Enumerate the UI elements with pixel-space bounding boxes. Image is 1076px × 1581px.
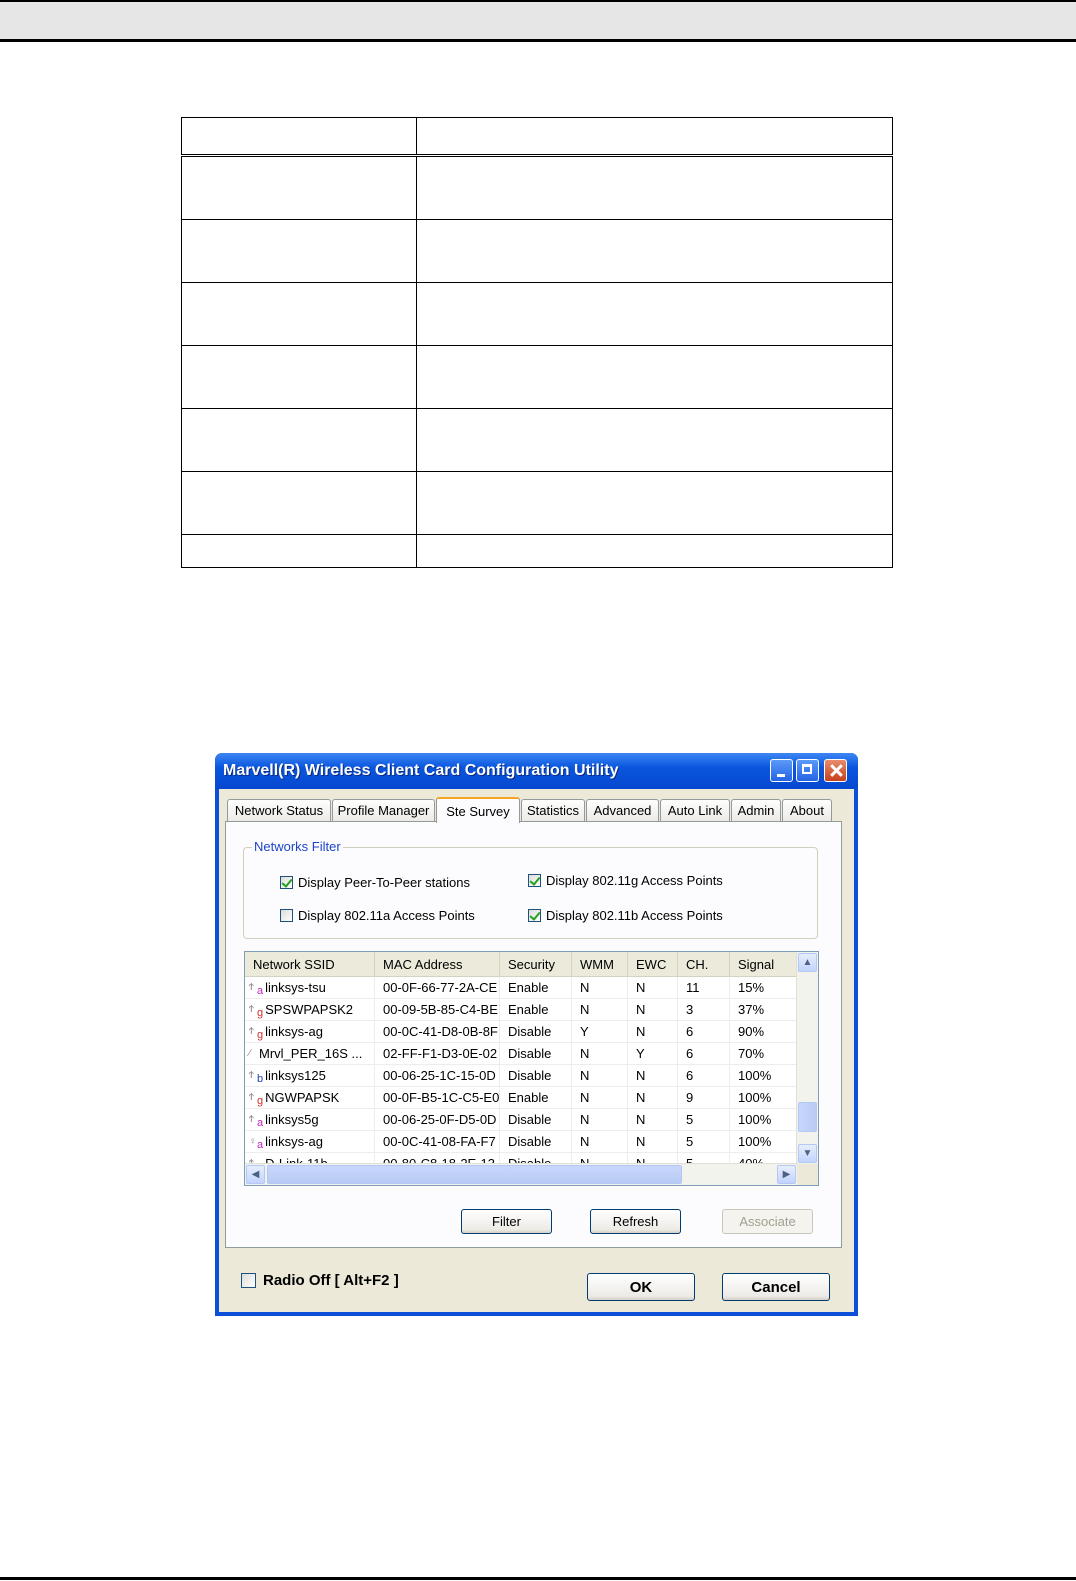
cell-wmm: N — [572, 1087, 628, 1108]
cell-mac: 00-0F-B5-1C-C5-E0 — [375, 1087, 500, 1108]
cell-ssid — [245, 1043, 375, 1064]
checkbox-unchecked-icon[interactable] — [280, 909, 293, 922]
cell-ssid — [245, 977, 375, 998]
tab-admin[interactable]: Admin — [731, 799, 781, 821]
antenna-icon: Ϯ — [249, 1092, 254, 1103]
peer-to-peer-icon: ⁄ — [249, 1048, 251, 1059]
tab-site-survey[interactable]: Ste Survey — [436, 797, 520, 823]
cell-ssid — [245, 999, 375, 1020]
cell-ch: 3 — [678, 999, 730, 1020]
scroll-down-icon[interactable]: ▼ — [798, 1144, 817, 1163]
cell-ch: 6 — [678, 1043, 730, 1064]
checkbox-checked-icon[interactable] — [280, 876, 293, 889]
cell-signal: 100% — [730, 1065, 798, 1086]
ok-button[interactable]: OK — [587, 1273, 695, 1301]
tab-statistics[interactable]: Statistics — [521, 799, 585, 821]
antenna-icon: Ϯ — [249, 1026, 254, 1037]
cell-ssid — [245, 1131, 375, 1152]
cancel-button[interactable]: Cancel — [722, 1273, 830, 1301]
cell-signal: 15% — [730, 977, 798, 998]
cell-security: Enable — [500, 1087, 572, 1108]
horizontal-scrollbar[interactable] — [245, 1163, 798, 1185]
radio-off-checkbox[interactable] — [241, 1272, 399, 1289]
connected-antenna-icon: ♀ — [249, 1136, 257, 1147]
cell-ssid — [245, 1109, 375, 1130]
horizontal-scroll-thumb[interactable] — [267, 1165, 682, 1184]
checkbox-checked-icon[interactable] — [528, 909, 541, 922]
band-label: a — [257, 984, 264, 997]
vertical-scroll-thumb[interactable] — [798, 1102, 817, 1132]
cell-wmm: N — [572, 999, 628, 1020]
cell-mac: 00-06-25-1C-15-0D — [375, 1065, 500, 1086]
cell-mac: 00-06-25-0F-D5-0D — [375, 1109, 500, 1130]
peer-to-peer-label: Display Peer-To-Peer stations — [298, 875, 470, 890]
cell-signal: 70% — [730, 1043, 798, 1064]
cell-ch: 9 — [678, 1087, 730, 1108]
band-label: g — [257, 1028, 264, 1041]
band-label: g — [257, 1094, 264, 1107]
column-ewc[interactable]: EWC — [628, 952, 678, 976]
tab-profile-manager[interactable]: Profile Manager — [332, 799, 435, 821]
cell-ewc: N — [628, 1065, 678, 1086]
cell-ewc: N — [628, 1131, 678, 1152]
site-survey-panel — [225, 821, 842, 1248]
cell-ewc: N — [628, 999, 678, 1020]
minimize-icon[interactable] — [770, 759, 793, 782]
ssid-text: SPSWPAPSK2 — [265, 1002, 354, 1017]
cell-ewc: N — [628, 1021, 678, 1042]
ssid-text: linksys125 — [265, 1068, 326, 1083]
ap-11a-checkbox[interactable] — [280, 908, 475, 923]
associate-button[interactable]: Associate — [722, 1209, 813, 1234]
cell-ch: 6 — [678, 1021, 730, 1042]
refresh-button[interactable]: Refresh — [590, 1209, 681, 1234]
tab-about[interactable]: About — [782, 799, 832, 821]
cell-mac: 00-0F-66-77-2A-CE — [375, 977, 500, 998]
cell-wmm: N — [572, 977, 628, 998]
table-row[interactable] — [245, 1131, 798, 1153]
table-row[interactable] — [245, 1087, 798, 1109]
cell-ch: 6 — [678, 1065, 730, 1086]
scrollbar-corner — [797, 1164, 818, 1185]
cell-ch: 5 — [678, 1131, 730, 1152]
ssid-text: NGWPAPSK — [265, 1090, 340, 1105]
cell-mac: 00-0C-41-08-FA-F7 — [375, 1131, 500, 1152]
band-label: a — [257, 1138, 264, 1151]
band-label: b — [257, 1072, 264, 1085]
column-security[interactable]: Security — [500, 952, 572, 976]
ssid-text: linksys5g — [265, 1112, 319, 1127]
checkbox-checked-icon[interactable] — [528, 874, 541, 887]
cell-signal: 100% — [730, 1109, 798, 1130]
ssid-text: linksys-ag — [265, 1024, 323, 1039]
table-row[interactable] — [245, 1065, 798, 1087]
table-row[interactable] — [245, 1109, 798, 1131]
column-wmm[interactable]: WMM — [572, 952, 628, 976]
cell-ewc: Y — [628, 1043, 678, 1064]
cell-wmm: N — [572, 1109, 628, 1130]
cell-signal: 100% — [730, 1087, 798, 1108]
cell-security: Disable — [500, 1043, 572, 1064]
column-channel[interactable]: CH. — [678, 952, 730, 976]
cell-signal: 100% — [730, 1131, 798, 1152]
page-header-bar — [0, 0, 1076, 42]
ap-11b-label: Display 802.11b Access Points — [546, 908, 723, 923]
checkbox-unchecked-icon[interactable] — [241, 1273, 256, 1288]
ap-11g-checkbox[interactable] — [528, 873, 723, 888]
ssid-text: linksys-tsu — [265, 980, 326, 995]
column-mac-address[interactable]: MAC Address — [375, 952, 500, 976]
empty-document-table — [181, 117, 893, 568]
cell-ewc: N — [628, 977, 678, 998]
cell-security: Enable — [500, 977, 572, 998]
cell-ch: 11 — [678, 977, 730, 998]
ssid-text: linksys-ag — [265, 1134, 323, 1149]
ssid-text: Mrvl_PER_16S ... — [259, 1046, 363, 1061]
cell-wmm: N — [572, 1065, 628, 1086]
network-list-header — [245, 952, 798, 977]
ap-11a-label: Display 802.11a Access Points — [298, 908, 475, 923]
window-title: Marvell(R) Wireless Client Card Configuration Utility — [223, 762, 619, 779]
scroll-right-icon[interactable]: ▶ — [777, 1165, 796, 1184]
cell-security: Disable — [500, 1021, 572, 1042]
antenna-icon: Ϯ — [249, 1070, 254, 1081]
cell-mac: 00-0C-41-D8-0B-8F — [375, 1021, 500, 1042]
title-bar[interactable] — [215, 753, 858, 789]
cell-wmm: Y — [572, 1021, 628, 1042]
antenna-icon: Ϯ — [249, 1114, 254, 1125]
config-utility-window — [215, 753, 858, 1316]
networks-filter-legend: Networks Filter — [254, 839, 341, 854]
tab-auto-link[interactable]: Auto Link — [660, 799, 730, 821]
column-network-ssid[interactable]: Network SSID — [245, 952, 375, 976]
network-list-body — [245, 977, 798, 1175]
scroll-left-icon[interactable]: ◀ — [246, 1165, 265, 1184]
table-row[interactable] — [245, 1043, 798, 1065]
column-signal[interactable]: Signal — [730, 952, 798, 976]
cell-signal: 37% — [730, 999, 798, 1020]
cell-wmm: N — [572, 1131, 628, 1152]
ap-11b-checkbox[interactable] — [528, 908, 723, 923]
scroll-up-icon[interactable]: ▲ — [798, 953, 817, 972]
tab-network-status[interactable]: Network Status — [227, 799, 331, 821]
cell-mac: 00-09-5B-85-C4-BE — [375, 999, 500, 1020]
cell-mac: 02-FF-F1-D3-0E-02 — [375, 1043, 500, 1064]
radio-off-label: Radio Off [ Alt+F2 ] — [263, 1272, 399, 1289]
antenna-icon: Ϯ — [249, 1004, 254, 1015]
antenna-icon: Ϯ — [249, 982, 254, 993]
cell-security: Enable — [500, 999, 572, 1020]
tab-advanced[interactable]: Advanced — [586, 799, 659, 821]
maximize-icon[interactable] — [796, 759, 819, 782]
band-label: g — [257, 1006, 264, 1019]
table-row[interactable] — [245, 1021, 798, 1043]
cell-ch: 5 — [678, 1109, 730, 1130]
cell-ewc: N — [628, 1087, 678, 1108]
filter-button[interactable]: Filter — [461, 1209, 552, 1234]
page-footer-line — [0, 1577, 1076, 1580]
cell-security: Disable — [500, 1131, 572, 1152]
cell-ssid — [245, 1021, 375, 1042]
cell-ewc: N — [628, 1109, 678, 1130]
cell-ssid — [245, 1065, 375, 1086]
vertical-scrollbar[interactable] — [796, 952, 818, 1164]
ap-11g-label: Display 802.11g Access Points — [546, 873, 723, 888]
table-row[interactable] — [245, 977, 798, 999]
close-icon[interactable] — [824, 759, 847, 782]
band-label: a — [257, 1116, 264, 1129]
peer-to-peer-checkbox[interactable] — [280, 875, 470, 890]
cell-signal: 90% — [730, 1021, 798, 1042]
table-row[interactable] — [245, 999, 798, 1021]
cell-wmm: N — [572, 1043, 628, 1064]
cell-security: Disable — [500, 1065, 572, 1086]
networks-filter-group — [243, 839, 818, 939]
cell-ssid — [245, 1087, 375, 1108]
window-client-area — [219, 789, 854, 1312]
cell-security: Disable — [500, 1109, 572, 1130]
network-list[interactable] — [244, 951, 819, 1186]
